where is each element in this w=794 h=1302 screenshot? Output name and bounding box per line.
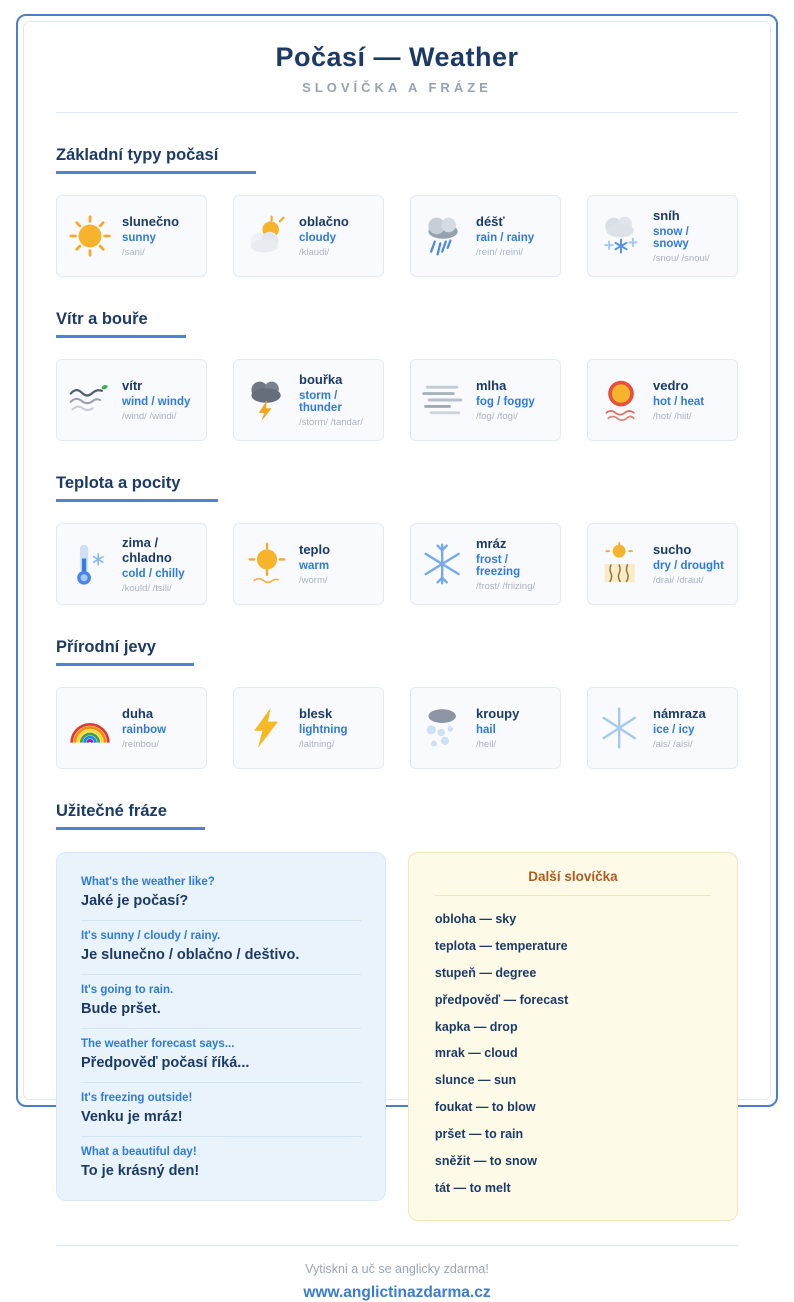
- english-term: fog / foggy: [476, 396, 535, 408]
- czech-term: teplo: [299, 542, 331, 557]
- czech-term: slunečno: [122, 214, 180, 229]
- czech-term: blesk: [299, 706, 333, 721]
- phonetic: /laitning/: [299, 739, 335, 750]
- cards-grid: [56, 523, 738, 605]
- vocab-card-bourka: [233, 359, 384, 441]
- phrase-czech: Bude pršet.: [81, 1001, 161, 1017]
- footer: [56, 1262, 738, 1302]
- phonetic: /frost/ /friizing/: [476, 581, 536, 592]
- english-term: snow / snowy: [653, 226, 689, 250]
- phrase-english: It's going to rain.: [81, 984, 174, 996]
- section-natural-phenomena: [56, 638, 738, 769]
- phrase-czech: To je krásný den!: [81, 1163, 200, 1179]
- vocab-card-teplo: [233, 523, 384, 605]
- phrase-english: What a beautiful day!: [81, 1146, 197, 1158]
- english-term: sunny: [122, 232, 156, 244]
- czech-term: mlha: [476, 378, 507, 393]
- vocab-item: teplota — temperature: [434, 938, 568, 953]
- vocab-card-kroupy: [410, 687, 561, 769]
- english-term: warm: [299, 560, 330, 572]
- header-divider: [56, 112, 738, 113]
- phrase-english: It's sunny / cloudy / rainy.: [81, 930, 221, 942]
- czech-term: déšť: [476, 214, 505, 229]
- phrase-pair: [81, 867, 361, 921]
- vocab-box-heading: Další slovíčka: [435, 869, 711, 896]
- wind-icon: [67, 378, 113, 422]
- section-heading: Přírodní jevy: [56, 638, 194, 666]
- vocab-card-snih: [587, 195, 738, 277]
- section-phrases: [56, 802, 738, 1221]
- vocab-item: tát — to melt: [434, 1180, 511, 1195]
- storm-cloud-icon: [244, 378, 290, 422]
- header: [56, 42, 738, 95]
- czech-term: sucho: [653, 542, 692, 557]
- phrase-english: It's freezing outside!: [81, 1092, 193, 1104]
- phonetic: /storm/ /tandar/: [299, 417, 363, 428]
- czech-term: mráz: [476, 536, 507, 551]
- phonetic: /snou/ /snoui/: [653, 253, 710, 264]
- page-title: Počasí — Weather: [275, 42, 519, 72]
- rain-cloud-icon: [421, 214, 467, 258]
- phonetic: /ais/ /aisi/: [653, 739, 693, 750]
- czech-term: zima / chladno: [122, 534, 172, 565]
- english-term: cloudy: [299, 232, 337, 244]
- sun-behind-cloud-icon: [244, 214, 290, 258]
- cards-grid: [56, 195, 738, 277]
- section-wind-storm: [56, 310, 738, 441]
- vocab-card-vedro: [587, 359, 738, 441]
- vocab-card-blesk: [233, 687, 384, 769]
- vocab-card-slunecno: [56, 195, 207, 277]
- phrase-english: What's the weather like?: [81, 876, 215, 888]
- english-term: dry / drought: [653, 560, 724, 572]
- phrase-pair: [81, 1029, 361, 1083]
- section-heading: Teplota a pocity: [56, 474, 218, 502]
- phonetic: /klaudi/: [299, 247, 330, 258]
- vocab-item: slunce — sun: [434, 1073, 517, 1088]
- extra-vocab-box: [408, 852, 738, 1221]
- vocab-card-mlha: [410, 359, 561, 441]
- english-term: storm / thunder: [299, 390, 342, 414]
- section-basic-weather: [56, 146, 738, 277]
- phrase-czech: Předpověď počasí říká...: [81, 1055, 250, 1071]
- vocab-card-namraza: [587, 687, 738, 769]
- phonetic: /sani/: [122, 247, 145, 258]
- phonetic: /kould/ /tsili/: [122, 582, 172, 594]
- section-heading: Vítr a bouře: [56, 310, 186, 338]
- vocab-item: stupeň — degree: [434, 965, 537, 980]
- phonetic: /worm/: [299, 575, 328, 586]
- vocab-item: pršet — to rain: [434, 1127, 524, 1141]
- vocab-item: předpověď — forecast: [434, 992, 569, 1007]
- phrase-english: The weather forecast says...: [81, 1038, 235, 1050]
- phrase-czech: Venku je mráz!: [81, 1109, 183, 1125]
- fog-icon: [421, 378, 467, 422]
- website-link[interactable]: www.anglictinazdarma.cz: [303, 1283, 491, 1301]
- worksheet-inner-frame: [23, 21, 771, 1301]
- phonetic: /wind/ /windi/: [122, 411, 177, 422]
- lightning-bolt-icon: [244, 706, 290, 750]
- english-term: rainbow: [122, 724, 167, 736]
- vocab-card-zima: [56, 523, 207, 605]
- english-term: hail: [476, 724, 496, 736]
- english-term: cold / chilly: [122, 567, 185, 580]
- vocab-item: obloha — sky: [434, 912, 517, 926]
- page-subtitle: SLOVÍČKA A FRÁZE: [302, 80, 492, 95]
- vocab-list: [435, 906, 711, 1202]
- vocab-item: sněžit — to snow: [434, 1153, 538, 1168]
- sun-icon: [67, 214, 113, 258]
- cards-grid: [56, 359, 738, 441]
- english-term: frost / freezing: [476, 554, 521, 578]
- czech-term: bouřka: [299, 372, 343, 387]
- ice-crystal-icon: [598, 706, 644, 750]
- vocab-card-dest: [410, 195, 561, 277]
- english-term: wind / windy: [122, 396, 191, 408]
- heat-sun-icon: [598, 378, 644, 422]
- english-term: hot / heat: [653, 396, 705, 408]
- phonetic: /rein/ /reini/: [476, 247, 523, 258]
- czech-term: duha: [122, 706, 154, 721]
- snow-cloud-icon: [598, 214, 644, 258]
- phrase-czech: Je slunečno / oblačno / deštivo.: [81, 947, 300, 963]
- english-term: rain / rainy: [476, 232, 535, 244]
- rainbow-icon: [67, 706, 113, 750]
- vocab-item: foukat — to blow: [434, 1100, 536, 1115]
- footer-divider: [56, 1245, 738, 1246]
- thermometer-cold-icon: [67, 542, 113, 586]
- czech-term: vítr: [122, 378, 143, 393]
- phonetic: /hot/ /hiit/: [653, 411, 692, 422]
- phonetic: /drai/ /draut/: [653, 575, 704, 586]
- phrase-pair: [81, 1137, 361, 1190]
- english-term: lightning: [299, 724, 348, 736]
- vocab-card-duha: [56, 687, 207, 769]
- footer-tagline: Vytiskni a uč se anglicky zdarma!: [305, 1261, 489, 1276]
- czech-term: námraza: [653, 706, 706, 721]
- czech-term: oblačno: [299, 214, 349, 229]
- czech-term: vedro: [653, 378, 689, 393]
- vocab-item: kapka — drop: [434, 1019, 518, 1034]
- phrase-pair: [81, 975, 361, 1029]
- phonetic: /heil/: [476, 739, 497, 750]
- vocab-card-sucho: [587, 523, 738, 605]
- phrase-pair: [81, 1083, 361, 1137]
- czech-term: sníh: [653, 208, 680, 223]
- worksheet-page: [16, 14, 778, 1301]
- vocab-card-oblacno: [233, 195, 384, 277]
- czech-term: kroupy: [476, 706, 520, 721]
- phrase-pair: [81, 921, 361, 975]
- drought-icon: [598, 542, 644, 586]
- warm-sun-icon: [244, 542, 290, 586]
- section-heading: Základní typy počasí: [56, 146, 256, 174]
- cards-grid: [56, 687, 738, 769]
- phonetic: /fog/ /fogi/: [476, 411, 518, 422]
- section-temperature: [56, 474, 738, 605]
- phrases-and-vocab-row: [56, 852, 738, 1221]
- vocab-item: mrak — cloud: [434, 1046, 518, 1061]
- phrase-czech: Jaké je počasí?: [81, 893, 189, 909]
- hail-icon: [421, 706, 467, 750]
- vocab-card-vitr: [56, 359, 207, 441]
- section-heading: Užitečné fráze: [56, 802, 205, 830]
- snowflake-icon: [421, 542, 467, 586]
- english-term: ice / icy: [653, 724, 695, 736]
- phonetic: /reinbou/: [122, 739, 159, 750]
- phrase-box: [56, 852, 386, 1201]
- vocab-card-mraz: [410, 523, 561, 605]
